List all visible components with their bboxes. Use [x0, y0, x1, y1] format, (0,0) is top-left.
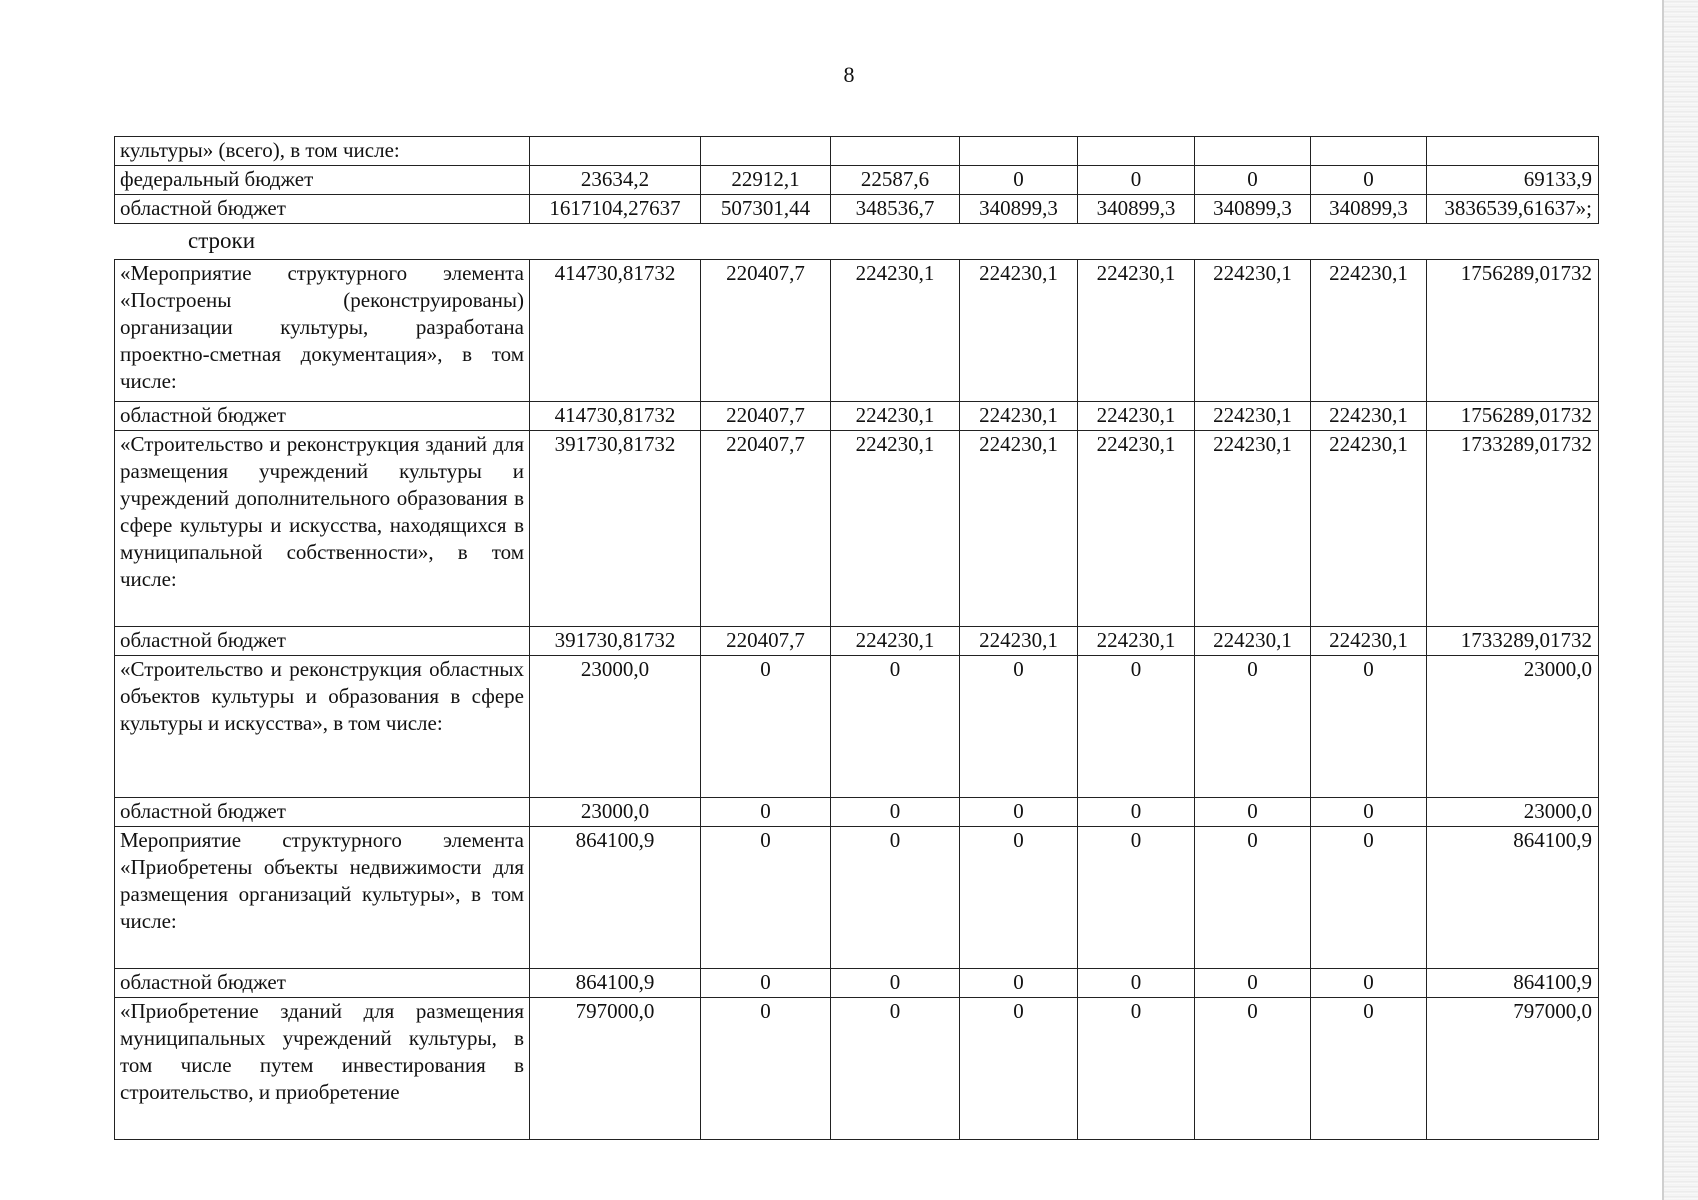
- value-cell: [960, 137, 1078, 166]
- value-cell: 224230,1: [1311, 431, 1427, 627]
- value-cell: 507301,44: [701, 195, 831, 224]
- row-label: Мероприятие структурного элемента «Приобретены объекты недвижимости для размещения организаций культуры», в том числе:: [115, 827, 530, 969]
- value-cell: 340899,3: [1195, 195, 1311, 224]
- value-cell: 0: [960, 998, 1078, 1140]
- value-cell: 224230,1: [831, 627, 960, 656]
- table-row: [115, 402, 1599, 431]
- value-cell: 0: [1078, 798, 1195, 827]
- scan-edge: [1662, 0, 1698, 1200]
- value-cell: 224230,1: [1195, 260, 1311, 402]
- value-cell: 0: [1078, 656, 1195, 798]
- value-cell: [831, 137, 960, 166]
- value-cell: 224230,1: [960, 431, 1078, 627]
- value-cell: [701, 137, 831, 166]
- value-cell: 864100,9: [530, 969, 701, 998]
- row-label: «Мероприятие структурного элемента «Построены (реконструированы) организации культуры, разработана проектно-сметная документация», в том числе:: [115, 260, 530, 402]
- value-cell: 0: [960, 969, 1078, 998]
- separator-label: строки: [188, 228, 256, 253]
- value-cell: 0: [701, 827, 831, 969]
- value-cell: 0: [1195, 827, 1311, 969]
- total-cell: 23000,0: [1427, 656, 1599, 798]
- value-cell: 797000,0: [530, 998, 701, 1140]
- value-cell: 224230,1: [1195, 402, 1311, 431]
- row-label: «Строительство и реконструкция областных объектов культуры и образования в сфере культуры и искусства», в том числе:: [115, 656, 530, 798]
- value-cell: 0: [1195, 798, 1311, 827]
- value-cell: 23000,0: [530, 798, 701, 827]
- value-cell: 0: [831, 998, 960, 1140]
- value-cell: 0: [960, 798, 1078, 827]
- value-cell: 224230,1: [1078, 402, 1195, 431]
- value-cell: 0: [1195, 969, 1311, 998]
- value-cell: 348536,7: [831, 195, 960, 224]
- value-cell: 0: [1195, 166, 1311, 195]
- value-cell: 224230,1: [1078, 627, 1195, 656]
- total-cell: 864100,9: [1427, 827, 1599, 969]
- value-cell: 0: [701, 798, 831, 827]
- value-cell: [1195, 137, 1311, 166]
- value-cell: 224230,1: [831, 260, 960, 402]
- value-cell: 414730,81732: [530, 402, 701, 431]
- total-cell: 1733289,01732: [1427, 627, 1599, 656]
- value-cell: 224230,1: [960, 627, 1078, 656]
- table-row: [115, 969, 1599, 998]
- row-label: «Строительство и реконструкция зданий для размещения учреждений культуры и учреждений дополнительного образования в сфере культуры и искусства, находящихся в муниципальной собственности», в том числе:: [115, 431, 530, 627]
- value-cell: 391730,81732: [530, 627, 701, 656]
- value-cell: 864100,9: [530, 827, 701, 969]
- value-cell: 224230,1: [831, 402, 960, 431]
- value-cell: 224230,1: [960, 402, 1078, 431]
- value-cell: 23000,0: [530, 656, 701, 798]
- value-cell: 340899,3: [960, 195, 1078, 224]
- total-cell: 1756289,01732: [1427, 402, 1599, 431]
- table-row: [115, 998, 1599, 1140]
- table-row: [115, 656, 1599, 798]
- value-cell: 220407,7: [701, 402, 831, 431]
- value-cell: 0: [960, 656, 1078, 798]
- value-cell: 414730,81732: [530, 260, 701, 402]
- row-label: областной бюджет: [115, 798, 530, 827]
- value-cell: 0: [701, 998, 831, 1140]
- budget-table-continuation: [114, 136, 1599, 224]
- table-row: [115, 260, 1599, 402]
- value-cell: 0: [831, 798, 960, 827]
- value-cell: 224230,1: [1311, 627, 1427, 656]
- value-cell: 224230,1: [1195, 431, 1311, 627]
- value-cell: 0: [1311, 656, 1427, 798]
- value-cell: 224230,1: [1078, 260, 1195, 402]
- table-row: [115, 137, 1599, 166]
- value-cell: 224230,1: [1311, 402, 1427, 431]
- value-cell: 0: [701, 656, 831, 798]
- row-label: областной бюджет: [115, 969, 530, 998]
- value-cell: 224230,1: [1311, 260, 1427, 402]
- total-cell: 23000,0: [1427, 798, 1599, 827]
- value-cell: 0: [831, 656, 960, 798]
- value-cell: 0: [1311, 166, 1427, 195]
- value-cell: 1617104,27637: [530, 195, 701, 224]
- table-row: [115, 798, 1599, 827]
- total-cell: 1756289,01732: [1427, 260, 1599, 402]
- value-cell: 0: [1195, 998, 1311, 1140]
- table-row: [115, 166, 1599, 195]
- value-cell: [530, 137, 701, 166]
- value-cell: 340899,3: [1311, 195, 1427, 224]
- value-cell: 224230,1: [960, 260, 1078, 402]
- value-cell: 23634,2: [530, 166, 701, 195]
- value-cell: 0: [1311, 827, 1427, 969]
- total-cell: [1427, 137, 1599, 166]
- value-cell: 0: [1078, 166, 1195, 195]
- total-cell: 797000,0: [1427, 998, 1599, 1140]
- value-cell: 22912,1: [701, 166, 831, 195]
- value-cell: 0: [831, 969, 960, 998]
- total-cell: 864100,9: [1427, 969, 1599, 998]
- row-label: областной бюджет: [115, 195, 530, 224]
- table-row: [115, 195, 1599, 224]
- value-cell: 220407,7: [701, 627, 831, 656]
- value-cell: 0: [960, 166, 1078, 195]
- value-cell: 0: [831, 827, 960, 969]
- value-cell: 0: [1078, 827, 1195, 969]
- value-cell: 0: [960, 827, 1078, 969]
- row-label: культуры» (всего), в том числе:: [115, 137, 530, 166]
- row-label: областной бюджет: [115, 402, 530, 431]
- table-row: [115, 431, 1599, 627]
- value-cell: 0: [1195, 656, 1311, 798]
- value-cell: 220407,7: [701, 431, 831, 627]
- value-cell: 224230,1: [1195, 627, 1311, 656]
- value-cell: 0: [1078, 998, 1195, 1140]
- value-cell: 0: [1311, 969, 1427, 998]
- value-cell: 0: [1311, 798, 1427, 827]
- value-cell: 0: [701, 969, 831, 998]
- row-label: федеральный бюджет: [115, 166, 530, 195]
- row-label: «Приобретение зданий для размещения муниципальных учреждений культуры, в том числе путем инвестирования в строительство, и приобретение: [115, 998, 530, 1140]
- value-cell: 0: [1311, 998, 1427, 1140]
- table-row: [115, 827, 1599, 969]
- total-cell: 69133,9: [1427, 166, 1599, 195]
- value-cell: 0: [1078, 969, 1195, 998]
- value-cell: 22587,6: [831, 166, 960, 195]
- total-cell: 3836539,61637»;: [1427, 195, 1599, 224]
- budget-table-rows: [114, 259, 1599, 1140]
- table-row: [115, 627, 1599, 656]
- value-cell: [1078, 137, 1195, 166]
- value-cell: 340899,3: [1078, 195, 1195, 224]
- value-cell: 224230,1: [1078, 431, 1195, 627]
- value-cell: 220407,7: [701, 260, 831, 402]
- total-cell: 1733289,01732: [1427, 431, 1599, 627]
- scan-edge-line: [1662, 0, 1664, 1200]
- value-cell: 224230,1: [831, 431, 960, 627]
- row-label: областной бюджет: [115, 627, 530, 656]
- value-cell: [1311, 137, 1427, 166]
- value-cell: 391730,81732: [530, 431, 701, 627]
- page-number: 8: [843, 62, 855, 87]
